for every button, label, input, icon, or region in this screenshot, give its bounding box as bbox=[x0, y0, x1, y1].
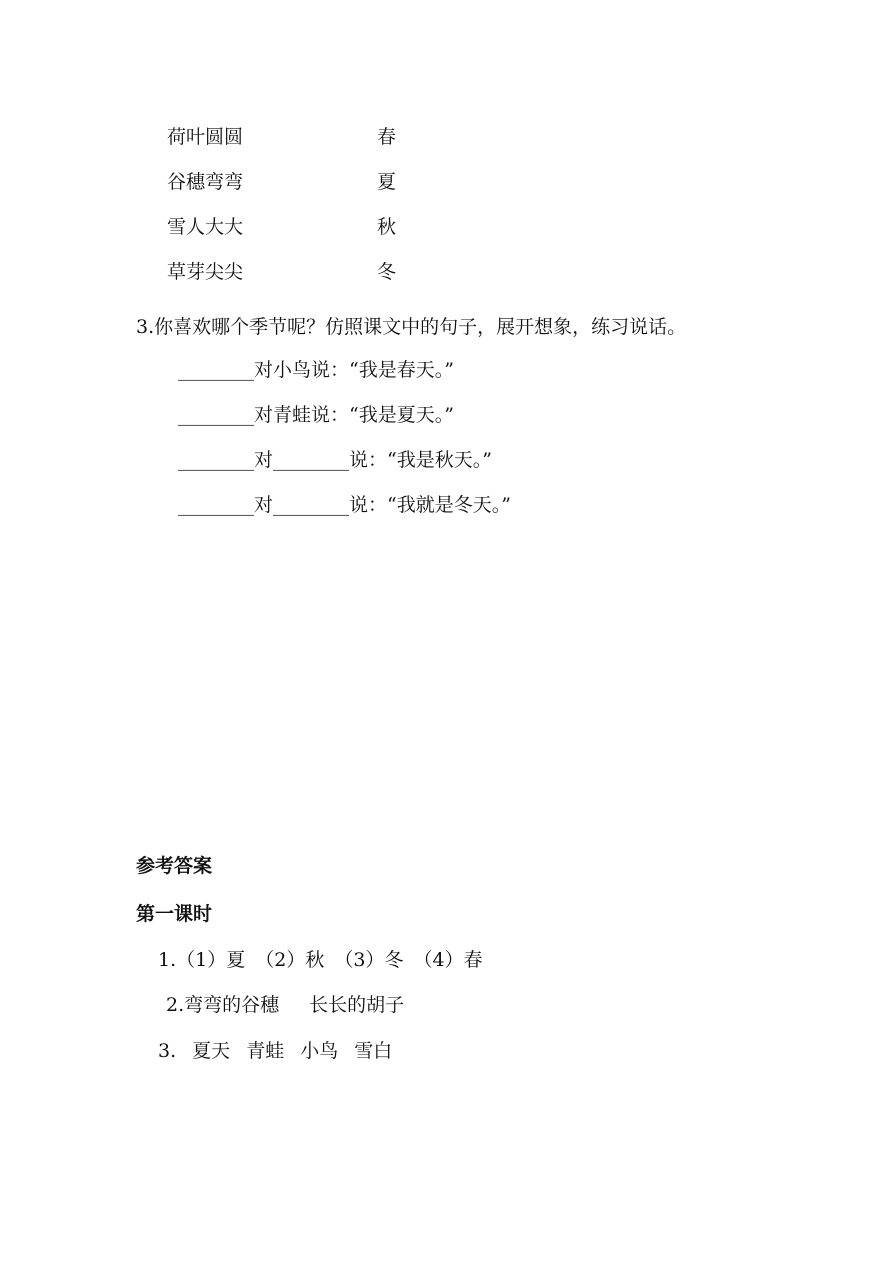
fill-in-line: ________对________说：“我就是冬天。” bbox=[178, 494, 511, 516]
answer-item: 3. 夏天 青蛙 小鸟 雪白 bbox=[158, 1040, 393, 1062]
match-right-item: 春 bbox=[377, 126, 397, 148]
match-left-item: 雪人大大 bbox=[167, 216, 244, 238]
match-left-item: 草芽尖尖 bbox=[167, 261, 244, 283]
answer-item: 1.（1）夏 （2）秋 （3）冬 （4）春 bbox=[158, 949, 483, 971]
fill-in-line: ________对小鸟说：“我是春天。” bbox=[178, 359, 454, 381]
match-left-item: 荷叶圆圆 bbox=[167, 126, 244, 148]
fill-in-line: ________对青蛙说：“我是夏天。” bbox=[178, 404, 454, 426]
answer-item: 2.弯弯的谷穗 长长的胡子 bbox=[166, 994, 405, 1016]
match-left-item: 谷穗弯弯 bbox=[167, 171, 244, 193]
match-right-item: 秋 bbox=[377, 216, 397, 238]
answers-heading: 参考答案 bbox=[136, 855, 213, 877]
match-right-item: 冬 bbox=[377, 261, 397, 283]
match-right-item: 夏 bbox=[377, 171, 397, 193]
lesson-heading: 第一课时 bbox=[136, 903, 213, 925]
fill-in-line: ________对________说：“我是秋天。” bbox=[178, 449, 492, 471]
question-3-prompt: 3.你喜欢哪个季节呢？仿照课文中的句子，展开想象，练习说话。 bbox=[136, 316, 687, 338]
